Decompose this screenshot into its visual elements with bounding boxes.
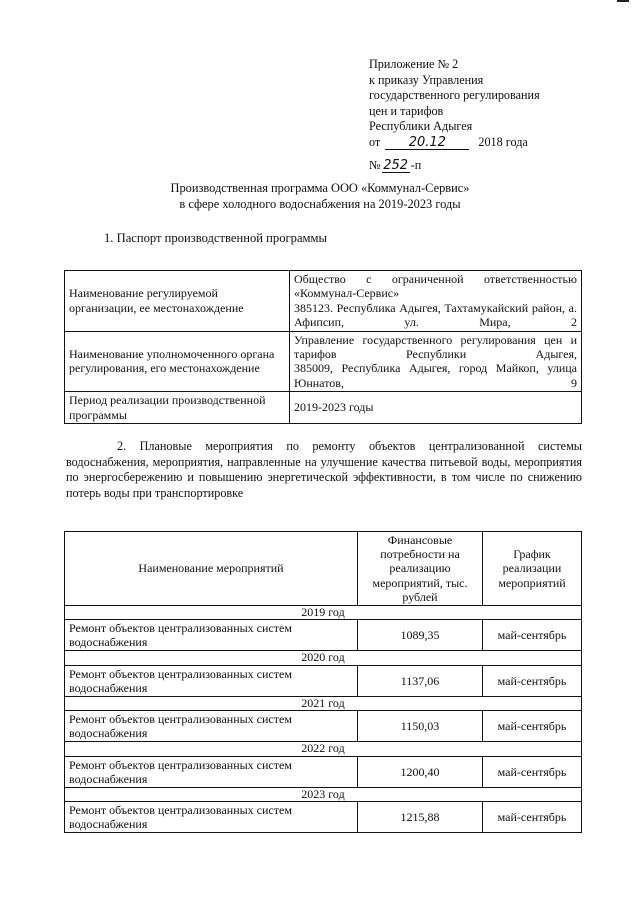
event-money: 1137,06 [358, 665, 483, 696]
table-header-row [65, 532, 582, 606]
year-label: 2021 год [65, 696, 582, 710]
passport-row [65, 392, 582, 424]
event-schedule: май-сентябрь [483, 802, 582, 833]
approval-block [369, 57, 589, 173]
handwritten-number: 252 [383, 157, 409, 173]
passport-label: Наименование уполномоченного органа регулирования, его местонахождение [65, 331, 290, 392]
section2-heading: 2. Плановые мероприятия по ремонту объектов централизованной системы водоснабжения, мероприятия, направленные на улучшение качества питьевой воды, мероприятия по энергосбережению и повышению энергетической эффективности, в том числе по снижению потерь воды при транспортировке [66, 439, 582, 500]
column-header-schedule: График реализации мероприятий [483, 532, 582, 606]
approval-line: к приказу Управления [369, 72, 484, 87]
approval-line: Республики Адыгея [369, 119, 473, 134]
passport-table [64, 270, 582, 424]
value-line: 385009, Республика Адыгея, город Майкоп, улица Юннатов, 9 [294, 361, 577, 390]
column-header-name: Наименование мероприятий [65, 532, 358, 606]
events-body [65, 606, 582, 833]
number-suffix: -п [410, 157, 422, 172]
passport-label: Период реализации производственной программы [65, 392, 290, 424]
passport-row [65, 271, 582, 332]
approval-number [369, 158, 589, 174]
passport-label: Наименование регулируемой организации, ее местонахождение [65, 271, 290, 332]
year-label: 2023 год [65, 787, 582, 801]
event-money: 1150,03 [358, 711, 483, 742]
approval-date [369, 135, 589, 151]
event-schedule: май-сентябрь [483, 620, 582, 651]
document-title [0, 181, 640, 212]
event-name: Ремонт объектов централизованных систем водоснабжения [65, 665, 358, 696]
event-name: Ремонт объектов централизованных систем водоснабжения [65, 802, 358, 833]
year-row [65, 696, 582, 710]
date-suffix: 2018 года [478, 134, 528, 149]
title-line: Производственная программа ООО «Коммунал-Сервис» [170, 181, 470, 195]
event-money: 1089,35 [358, 620, 483, 651]
event-schedule: май-сентябрь [483, 756, 582, 787]
column-header-money: Финансовые потребности на реализацию мероприятий, тыс. рублей [358, 532, 483, 606]
table-row [65, 802, 582, 833]
year-label: 2020 год [65, 651, 582, 665]
event-name: Ремонт объектов централизованных систем водоснабжения [65, 620, 358, 651]
approval-line: цен и тарифов [369, 103, 444, 118]
table-row [65, 665, 582, 696]
event-name: Ремонт объектов централизованных систем водоснабжения [65, 756, 358, 787]
title-line: в сфере холодного водоснабжения на 2019-2023 годы [179, 196, 461, 211]
event-name: Ремонт объектов централизованных систем водоснабжения [65, 711, 358, 742]
passport-value [290, 331, 582, 392]
date-prefix: от [369, 134, 381, 149]
table-row [65, 711, 582, 742]
year-row [65, 651, 582, 665]
year-row [65, 606, 582, 620]
table-row [65, 756, 582, 787]
approval-line: государственного регулирования [369, 88, 540, 103]
event-schedule: май-сентябрь [483, 665, 582, 696]
corner-mark [617, 0, 629, 2]
approval-line: Приложение № 2 [369, 57, 459, 71]
event-schedule: май-сентябрь [483, 711, 582, 742]
passport-value [290, 271, 582, 332]
passport-value: 2019-2023 годы [290, 392, 582, 424]
year-label: 2022 год [65, 742, 582, 756]
value-line: 385123. Республика Адыгея, Тахтамукайский район, а. Афипсип, ул. Мира, 2 [294, 300, 577, 330]
value-line: Общество с ограниченной ответственностью «Коммунал-Сервис» [294, 272, 577, 301]
section1-heading: 1. Паспорт производственной программы [104, 231, 327, 245]
year-row [65, 742, 582, 756]
event-money: 1215,88 [358, 802, 483, 833]
number-prefix: № [369, 157, 381, 172]
value-line: Управление государственного регулирования цен и тарифов Республики Адыгея, [294, 332, 577, 362]
year-label: 2019 год [65, 606, 582, 620]
year-row [65, 787, 582, 801]
events-table [64, 531, 582, 833]
passport-row [65, 331, 582, 392]
event-money: 1200,40 [358, 756, 483, 787]
table-row [65, 620, 582, 651]
handwritten-date: 20.12 [385, 136, 469, 150]
